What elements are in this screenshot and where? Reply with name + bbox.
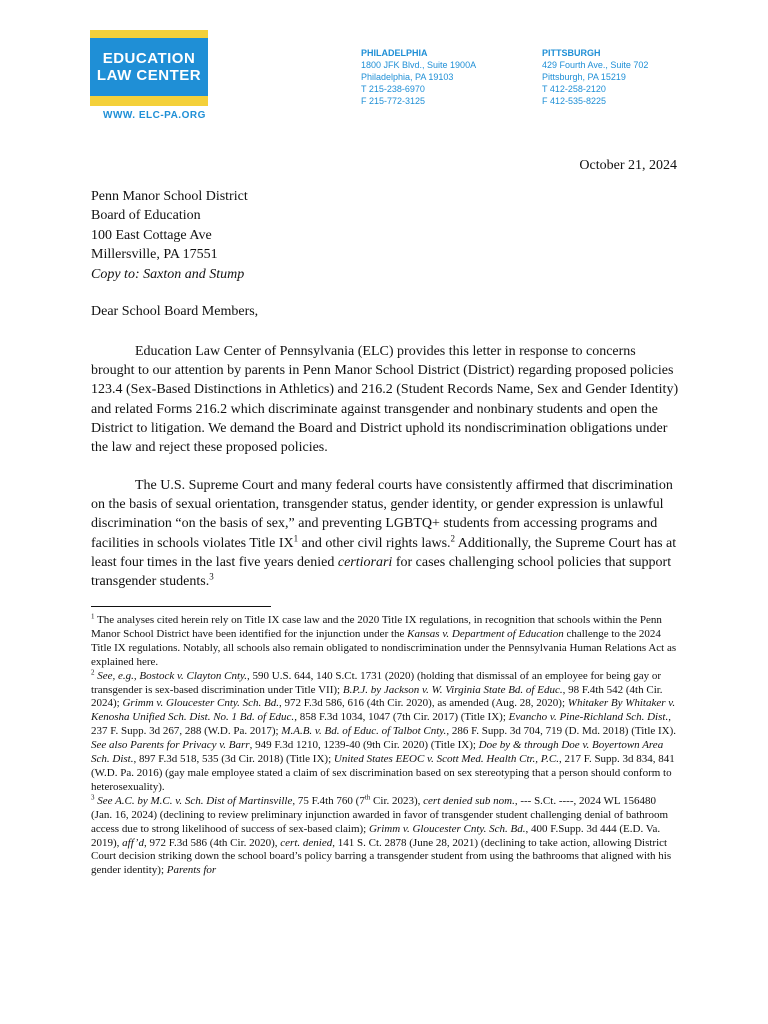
footnote-ref-3[interactable]: 3 — [209, 571, 214, 582]
footnote-case: See, e.g., Bostock v. Clayton Cnty. — [94, 669, 248, 682]
footnote-number: 3 — [91, 793, 95, 802]
footnote-text: , 98 F.4th 542 (4th Cir. 2024); — [91, 683, 663, 710]
office-pittsburgh — [542, 47, 648, 107]
office-phone: T 215-238-6970 — [361, 84, 425, 94]
footnote-number: 2 — [91, 667, 95, 676]
recipient-line: 100 East Cottage Ave — [91, 227, 212, 243]
footnote-text: , 75 F.4th 760 (7 — [292, 794, 365, 807]
footnote-text: , 949 F.3d 1210, 1239-40 (9th Cir. 2020) (Title IX); — [249, 739, 479, 752]
footnote-1 — [91, 614, 679, 670]
footnote-text: , 286 F. Supp. 3d 704, 719 (D. Md. 2018) (Title IX). — [446, 725, 677, 738]
office-fax: F 215-772-3125 — [361, 96, 426, 106]
paragraph-2-text: for cases challenging school policies that support transgender students. — [91, 554, 672, 590]
footnote-text: , --- S.Ct. ----, 2024 WL 156480 (Jan. 16, 2024) (declining to review preliminary injunction awarded in favor of transgender student challenging denial of bathroom access due to strong likelihood of success of sex-based claim); — [91, 794, 669, 835]
footnote-case: United States EEOC v. Scott Med. Health Ctr., P.C. — [333, 753, 559, 766]
office-phone: T 412-258-2120 — [542, 84, 606, 94]
footnote-case: Evancho v. Pine-Richland Sch. Dist. — [508, 711, 669, 724]
footnote-text: , 972 F.3d 586 (4th Cir. 2020), — [143, 836, 281, 849]
footnote-case: Doe by & through Doe v. Boyertown Area Sch. Dist. — [91, 739, 664, 766]
footnote-3 — [91, 795, 679, 878]
recipient-address — [91, 187, 248, 284]
paragraph-1: Education Law Center of Pennsylvania (ELC) provides this letter in response to concerns brought to our attention by parents in Penn Manor School District (District) regarding proposed policies 123.4 (Sex-Based Distinctions in Athletics) and 216.2 (Student Records Name, Sex and Gender Identity) and related Forms 216.2 which discriminate against transgender and nonbinary students and open the District to litigation. We demand the Board and District uphold its nondiscrimination obligations under the law and reject these proposed policies. — [91, 344, 679, 456]
office-address-line1: 1800 JFK Blvd., Suite 1900A — [361, 60, 477, 70]
footnote-case: Whitaker By Whitaker v. Kenosha Unified Sch. Dist. No. 1 Bd. of Educ. — [91, 697, 676, 724]
logo-box — [90, 38, 208, 96]
office-address-line1: 429 Fourth Ave., Suite 702 — [542, 60, 649, 70]
footnote-text: Cir. 2023), — [370, 794, 424, 807]
footnote-ref-1[interactable]: 1 — [293, 532, 299, 543]
footnote-case: Grimm v. Gloucester Cnty. Sch. Bd. — [368, 822, 526, 835]
footnote-text: , 897 F.3d 518, 535 (3d Cir. 2018) (Title IX); — [133, 753, 334, 766]
footnote-case: cert denied sub nom. — [423, 794, 515, 807]
office-city: PITTSBURGH — [542, 48, 601, 58]
office-address-line2: Pittsburgh, PA 15219 — [542, 72, 626, 82]
footnote-2 — [91, 667, 679, 795]
footnote-case: B.P.J. by Jackson v. W. Virginia State Bd. of Educ. — [342, 683, 563, 696]
office-fax: F 412-535-8225 — [542, 96, 607, 106]
paragraph-2-text: Additionally, the Supreme Court has at least four times in the last five years denied — [91, 535, 677, 570]
salutation: Dear School Board Members, — [91, 304, 259, 319]
footnote-text: , 858 F.3d 1034, 1047 (7th Cir. 2017) (Title IX); — [294, 711, 509, 724]
footnote-case: aff’d — [122, 836, 144, 849]
footnote-text: , 141 S. Ct. 2878 (June 28, 2021) (declining to take action, allowing District Court decision striking down the school board’s policy barring a transgender student from using the bathrooms that aligned with his gender identity); — [91, 836, 672, 877]
footnote-text: challenge to the 2024 Title IX regulations. Notably, all schools also remain obligated to nondiscrimination under the Pennsylvania Human Relations Act as explained here. — [91, 627, 677, 668]
footnote-ordinal: th — [364, 793, 371, 802]
paragraph-2-text: The U.S. Supreme Court and many federal courts have consistently affirmed that discrimination on the basis of sexual orientation, transgender status, gender identity, or gender expression is unlawful discrimination “on the basis of sex,” and preventing LGBTQ+ students from accessing programs and facilities in schools violates Title IX — [91, 478, 673, 551]
office-city: PHILADELPHIA — [361, 48, 428, 58]
footnote-ref-2[interactable]: 2 — [450, 532, 456, 543]
footnote-text: , 400 F.Supp. 3d 444 (E.D. Va. 2019), — [91, 822, 661, 849]
footnote-case: Grimm v. Gloucester Cnty. Sch. Bd. — [122, 697, 280, 710]
footnotes — [91, 614, 679, 878]
recipient-line: Board of Education — [91, 208, 201, 224]
logo-top-bar — [90, 30, 208, 38]
recipient-line: Penn Manor School District — [91, 189, 248, 204]
footnote-text: The analyses cited herein rely on Title IX case law and the 2020 Title IX regulations, in recognition that schools within the Penn Manor School District have been identified for the injunction under the — [91, 614, 662, 640]
office-philadelphia — [361, 47, 476, 107]
footnote-case: Parents for — [166, 864, 217, 877]
footnote-divider — [91, 606, 271, 607]
footnote-text: , 590 U.S. 644, 140 S.Ct. 1731 (2020) (holding that dismissal of an employee for being gay or transgender is sex-based discrimination under Title VII); — [91, 669, 662, 696]
paragraph-2 — [91, 476, 679, 591]
footnote-case: Kansas v. Department of Education — [407, 627, 564, 640]
recipient-line: Millersville, PA 17551 — [91, 247, 218, 263]
paragraph-2-text: and other civil rights laws. — [298, 535, 451, 551]
footnote-case: See A.C. by M.C. v. Sch. Dist of Martinsville — [94, 794, 293, 807]
elc-logo — [90, 38, 208, 96]
logo-line-1: EDUCATION — [102, 50, 196, 67]
letter-date: October 21, 2024 — [579, 158, 677, 173]
website-link[interactable]: WWW. ELC-PA.ORG — [103, 110, 206, 121]
footnote-number: 1 — [91, 612, 95, 621]
paragraph-2-italic: certiorari — [337, 554, 393, 570]
footnote-text: , 217 F. Supp. 3d 834, 841 (W.D. Pa. 2016) (gay male employee stated a claim of sex discrimination based on sex stereotyping that a person should conform to heterosexuality). — [91, 753, 675, 793]
footnote-case: M.A.B. v. Bd. of Educ. of Talbot Cnty. — [281, 725, 447, 738]
footnote-text: , 237 F. Supp. 3d 267, 288 (W.D. Pa. 2017); — [91, 711, 671, 738]
footnote-case: See also Parents for Privacy v. Barr — [91, 739, 250, 752]
footnote-case: cert. denied — [280, 836, 333, 849]
footnote-text: , 972 F.3d 586, 616 (4th Cir. 2020), as amended (Aug. 28, 2020); — [279, 697, 568, 710]
copy-to: Copy to: Saxton and Stump — [91, 266, 245, 282]
office-address-line2: Philadelphia, PA 19103 — [361, 72, 454, 82]
logo-bottom-bar — [90, 96, 208, 106]
logo-line-2: LAW CENTER — [96, 67, 202, 84]
